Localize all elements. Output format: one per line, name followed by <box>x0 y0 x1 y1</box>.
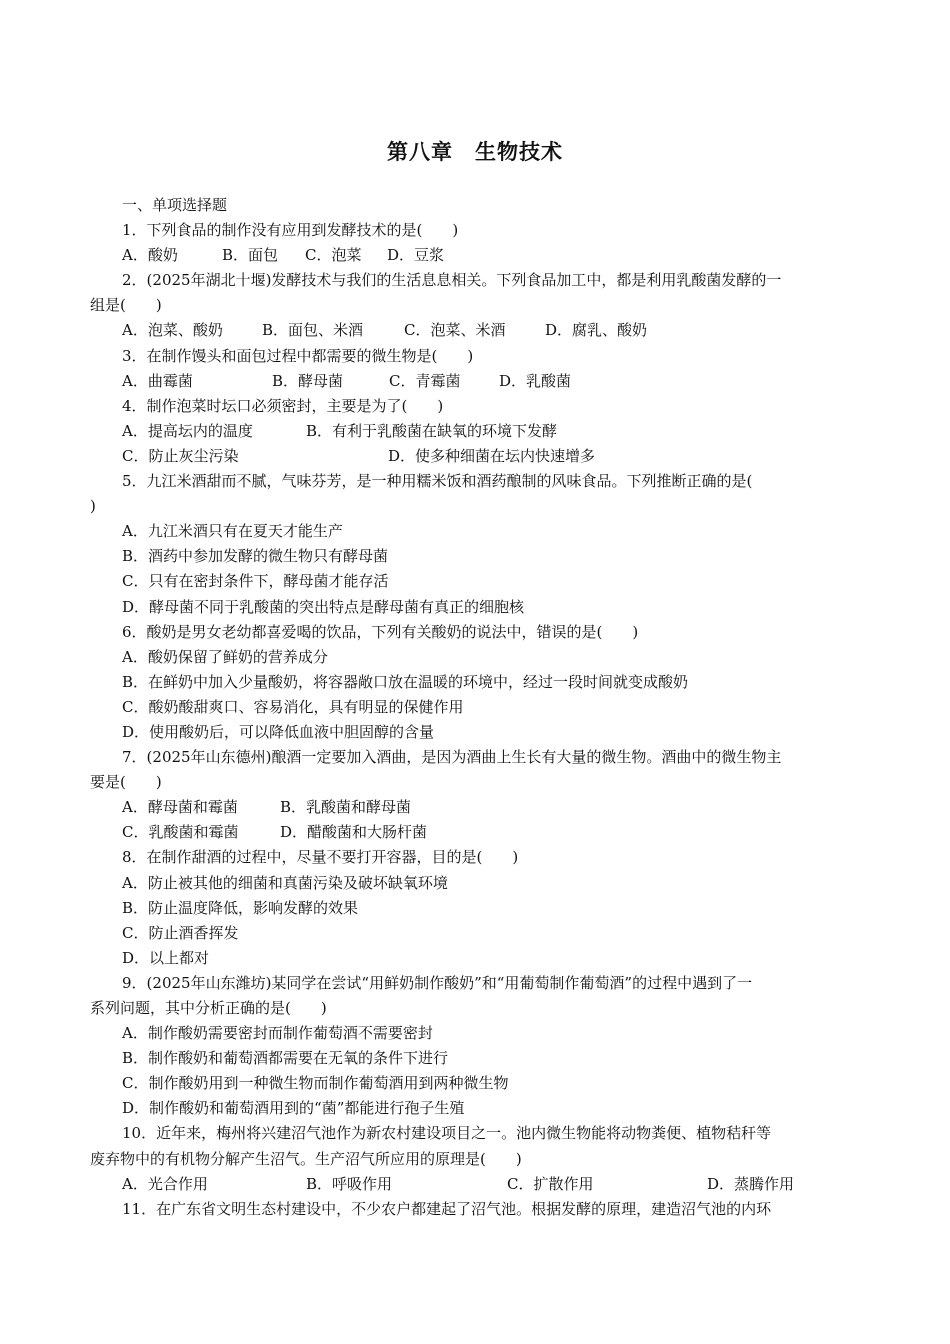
option: A．酸奶保留了鲜奶的营养成分 <box>122 647 328 666</box>
option: B．有利于乳酸菌在缺氧的环境下发酵 <box>306 421 558 440</box>
option: A．九江米酒只有在夏天才能生产 <box>122 522 343 541</box>
option: A．光合作用 <box>122 1174 208 1193</box>
option: D．蒸腾作用 <box>707 1174 795 1193</box>
option: A．防止被其他的细菌和真菌污染及破坏缺氧环境 <box>122 873 448 892</box>
option: C．泡菜 <box>305 246 362 265</box>
question-stem-continued: 系列问题，其中分析正确的是( ) <box>90 999 327 1017</box>
question-stem: 7．(2025年山东德州)酿酒一定要加入酒曲，是因为酒曲上生长有大量的微生物。酒曲中的微生物主 <box>122 748 782 767</box>
option: D．使用酸奶后，可以降低血液中胆固醇的含量 <box>122 722 435 741</box>
question-stem: 3．在制作馒头和面包过程中都需要的微生物是( ) <box>122 346 474 365</box>
option: D．制作酸奶和葡萄酒用到的“菌”都能进行孢子生殖 <box>122 1099 465 1118</box>
option: A．泡菜、酸奶 <box>122 321 223 340</box>
option: B．制作酸奶和葡萄酒都需要在无氧的条件下进行 <box>122 1049 449 1068</box>
option: B．酵母菌 <box>272 371 344 390</box>
question-stem: 9．(2025年山东潍坊)某同学在尝试“用鲜奶制作酸奶”和“用葡萄制作葡萄酒”的过程中遇到了一 <box>122 973 753 992</box>
question-stem: 6．酸奶是男女老幼都喜爱喝的饮品，下列有关酸奶的说法中，错误的是( ) <box>122 622 639 641</box>
question-stem-continued: 要是( ) <box>90 773 162 792</box>
option-row <box>90 369 860 394</box>
option: C．泡菜、米酒 <box>404 321 506 340</box>
option: B．乳酸菌和酵母菌 <box>280 798 412 817</box>
question-list <box>90 193 860 1222</box>
option: D．使多种细菌在坛内快速增多 <box>388 446 596 465</box>
option: B．防止温度降低，影响发酵的效果 <box>122 898 359 917</box>
option: D．醋酸菌和大肠杆菌 <box>280 823 428 842</box>
option-row <box>90 820 860 845</box>
section-heading: 一、单项选择题 <box>122 196 228 214</box>
question-stem: 11．在广东省文明生态村建设中，不少农户都建起了沼气池。根据发酵的原理，建造沼气池的内环 <box>122 1199 772 1218</box>
option-row <box>90 444 860 469</box>
option: D．腐乳、酸奶 <box>545 321 648 340</box>
option: D．乳酸菌 <box>499 371 572 390</box>
question-stem: 4．制作泡菜时坛口必须密封，主要是为了( ) <box>122 396 444 415</box>
option: D．豆浆 <box>387 246 445 265</box>
question-stem-continued: ) <box>90 497 96 516</box>
option: C．防止酒香挥发 <box>122 923 239 942</box>
question-stem: 5．九江米酒甜而不腻，气味芬芳，是一种用糯米饭和酒药酿制的风味食品。下列推断正确的是( <box>122 472 753 491</box>
chapter-title: 第八章 生物技术 <box>387 140 563 164</box>
question-stem: 2．(2025年湖北十堰)发酵技术与我们的生活息息相关。下列食品加工中，都是利用乳酸菌发酵的一 <box>122 271 782 290</box>
option: B．在鲜奶中加入少量酸奶，将容器敞口放在温暖的环境中，经过一段时间就变成酸奶 <box>122 672 689 691</box>
option-row <box>90 795 860 820</box>
option: C．酸奶酸甜爽口、容易消化，具有明显的保健作用 <box>122 697 464 716</box>
option: A．酵母菌和霉菌 <box>122 798 238 817</box>
option: D．以上都对 <box>122 948 210 967</box>
option: D．酵母菌不同于乳酸菌的突出特点是酵母菌有真正的细胞核 <box>122 597 525 616</box>
option: A．酸奶 <box>122 246 178 265</box>
option: A．制作酸奶需要密封而制作葡萄酒不需要密封 <box>122 1024 433 1043</box>
option: C．青霉菌 <box>389 371 461 390</box>
option: C．只有在密封条件下，酵母菌才能存活 <box>122 572 389 591</box>
question-stem-continued: 废弃物中的有机物分解产生沼气。生产沼气所应用的原理是( ) <box>90 1149 522 1168</box>
question-stem-continued: 组是( ) <box>90 296 162 315</box>
option: B．酒药中参加发酵的微生物只有酵母菌 <box>122 547 389 566</box>
option: A．提高坛内的温度 <box>122 421 253 440</box>
option: B．呼吸作用 <box>306 1174 393 1193</box>
option: B．面包、米酒 <box>262 321 364 340</box>
option-row <box>90 1172 860 1197</box>
option: C．乳酸菌和霉菌 <box>122 823 239 842</box>
option-row <box>90 318 860 343</box>
option: B．面包 <box>222 246 279 265</box>
option-row <box>90 419 860 444</box>
question-stem: 1．下列食品的制作没有应用到发酵技术的是( ) <box>122 221 459 240</box>
option: C．防止灰尘污染 <box>122 446 239 465</box>
option-row <box>90 243 860 268</box>
question-stem: 8．在制作甜酒的过程中，尽量不要打开容器，目的是( ) <box>122 848 519 867</box>
option: C．扩散作用 <box>507 1174 594 1193</box>
option: C．制作酸奶用到一种微生物而制作葡萄酒用到两种微生物 <box>122 1074 509 1093</box>
option: A．曲霉菌 <box>122 371 193 390</box>
question-stem: 10．近年来，梅州将兴建沼气池作为新农村建设项目之一。池内微生物能将动物粪便、植物秸秆等 <box>122 1124 772 1143</box>
